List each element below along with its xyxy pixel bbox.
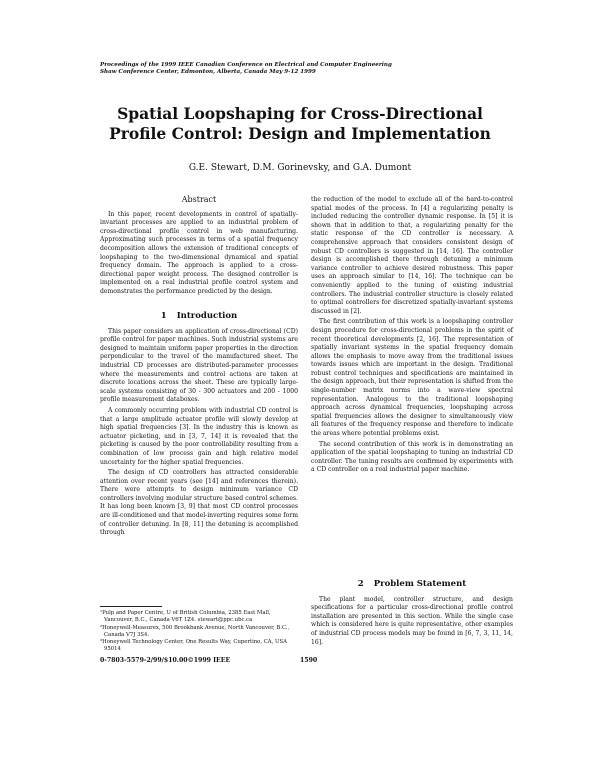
problem-section (311, 580, 513, 647)
footnote-3: ³Honeywell Technology Center, One Results Way, Cupertino, CA, USA 95014 (100, 639, 287, 653)
problem-paragraph-1: The plant model, controller structure, and design specifications for a particular cross-directional profile control installation are presented in this section. While the single case which is considered here is quite representative, other examples of industrial CD process models may be found in [6, 7, 3, 11, 14, 16]. (311, 595, 513, 646)
abstract-heading: Abstract (181, 195, 217, 204)
proceedings-line-1: Proceedings of the 1999 IEEE Canadian Conference on Electrical and Computer Engineering (100, 62, 392, 68)
right-paragraph-1: the reduction of the model to exclude all of the hard-to-control spatial modes of the process. In [4] a regularizing penalty is included reducing the controller dynamic response. In [5] it is shown that in addition to that, a regularizing penalty for the static response of the CD controller is necessary. A comprehensive approach that considers consistent design of robust CD controllers is suggested in [14, 16]. The controller design is accomplished there through detuning a minimum variance controller to achieve desired robustness. This paper uses an approach similar to [14, 16]. The technique can be conveniently applied to the tuning of existing industrial controllers. The industrial controller structure is closely related to optimal controllers for discretized spatially-invariant systems discussed in [2]. (311, 196, 513, 315)
introduction-heading (100, 312, 298, 321)
right-column (311, 196, 513, 475)
section-title: Introduction (176, 311, 238, 321)
proceedings-line-2: Shaw Conference Center, Edmonton, Alberta, Canada May 9-12 1999 (100, 69, 316, 75)
footnote-rule (100, 606, 162, 607)
section-title: Problem Statement (373, 579, 467, 589)
paper-title (0, 104, 600, 144)
problem-heading (311, 580, 513, 589)
intro-paragraph-2: A commonly occurring problem with industrial CD control is that a large amplitude actuator profile will slowly develop at high spatial frequencies [3]. In the industry this is known as actuator picketing, and in [3, 7, 14] it is revealed that the picketing is caused by the poor controllability resulting from a combination of low process gain and high relative model uncertainty for the higher spatial frequencies. (100, 406, 298, 466)
proceedings-header (100, 62, 392, 76)
page-number: 1590 (300, 657, 318, 664)
authors: G.E. Stewart, D.M. Gorinevsky, and G.A. Dumont (188, 163, 412, 173)
title-line-1: Spatial Loopshaping for Cross-Directional (117, 104, 483, 123)
section-number: 1 (160, 311, 167, 321)
intro-paragraph-1: This paper considers an application of cross-directional (CD) profile control for paper machines. Such industrial systems are designed to maintain uniform paper properties in the direction perpendicular to the travel of the manufactured sheet. The industrial CD processes are distributed-parameter processes where the measurements and control actions are taken at discrete locations across the sheet. These are typically large-scale systems consisting of 30 - 300 actuators and 200 - 1000 profile measurement databoxes. (100, 327, 298, 404)
right-paragraph-3: The second contribution of this work is in demonstrating an application of the spatial loopshaping to tuning an industrial CD controller. The tuning results are confirmed by experiments with a CD controller on a real industrial paper machine. (311, 440, 513, 474)
section-number: 2 (357, 579, 364, 589)
abstract-text: In this paper, recent developments in control of spatially-invariant processes are applied to an industrial problem of cross-directional profile control in web manufacturing. Approximating such processes in terms of a spatial frequency decomposition allows the extension of traditional concepts of loopshaping to the two-dimensional dynamical and spatial frequency domain. The approach is applied to a cross-directional paper weight process. The designed controller is implemented on a real industrial profile control system and demonstrates the performance predicted by the design. (100, 210, 298, 295)
footnotes (100, 610, 298, 654)
abstract-block (100, 196, 298, 297)
footnote-1: ¹Pulp and Paper Centre, U of British Columbia, 2385 East Mall, Vancouver, B.C., Canada V6T 1Z4. stewart@ppc.ubc.ca (100, 610, 271, 624)
title-line-2: Profile Control: Design and Implementation (109, 124, 491, 143)
copyright-footer: 0-7803-5579-2/99/$10.00©1999 IEEE (100, 657, 231, 664)
right-paragraph-2: The first contribution of this work is a loopshaping controller design procedure for cross-directional problems in the spirit of recent theoretical developments [2, 16]. The representation of spatially invariant systems in the spatial frequency domain allows the emphasis to move away from the traditional issues towards issues which are important in the design. Traditional robust control techniques and specifications are maintained in the design approach, but their representation is shifted from the single-number matrix norms into a wave-view spectral representation. Analogous to the traditional loopshaping approach across dynamical frequencies, loopshaping across spatial frequencies allows the designer to simultaneously view all features of the frequency response and therefore to indicate the areas where potential problems exist. (311, 318, 513, 438)
intro-paragraph-3: The design of CD controllers has attracted considerable attention over recent years (see [14] and references therein). There were attempts to design minimum variance CD controllers involving modular structure based control schemes. It has long been known [3, 9] that most CD control processes are ill-conditioned and that model-inverting requires some form of controller detuning. In [8, 11] the detuning is accomplished through (100, 469, 298, 537)
footnote-2: ²Honeywell-Measurex, 500 Brookbank Avenue, North Vancouver, B.C., Canada V7J 3S4. (100, 624, 290, 638)
introduction-section (100, 312, 298, 538)
